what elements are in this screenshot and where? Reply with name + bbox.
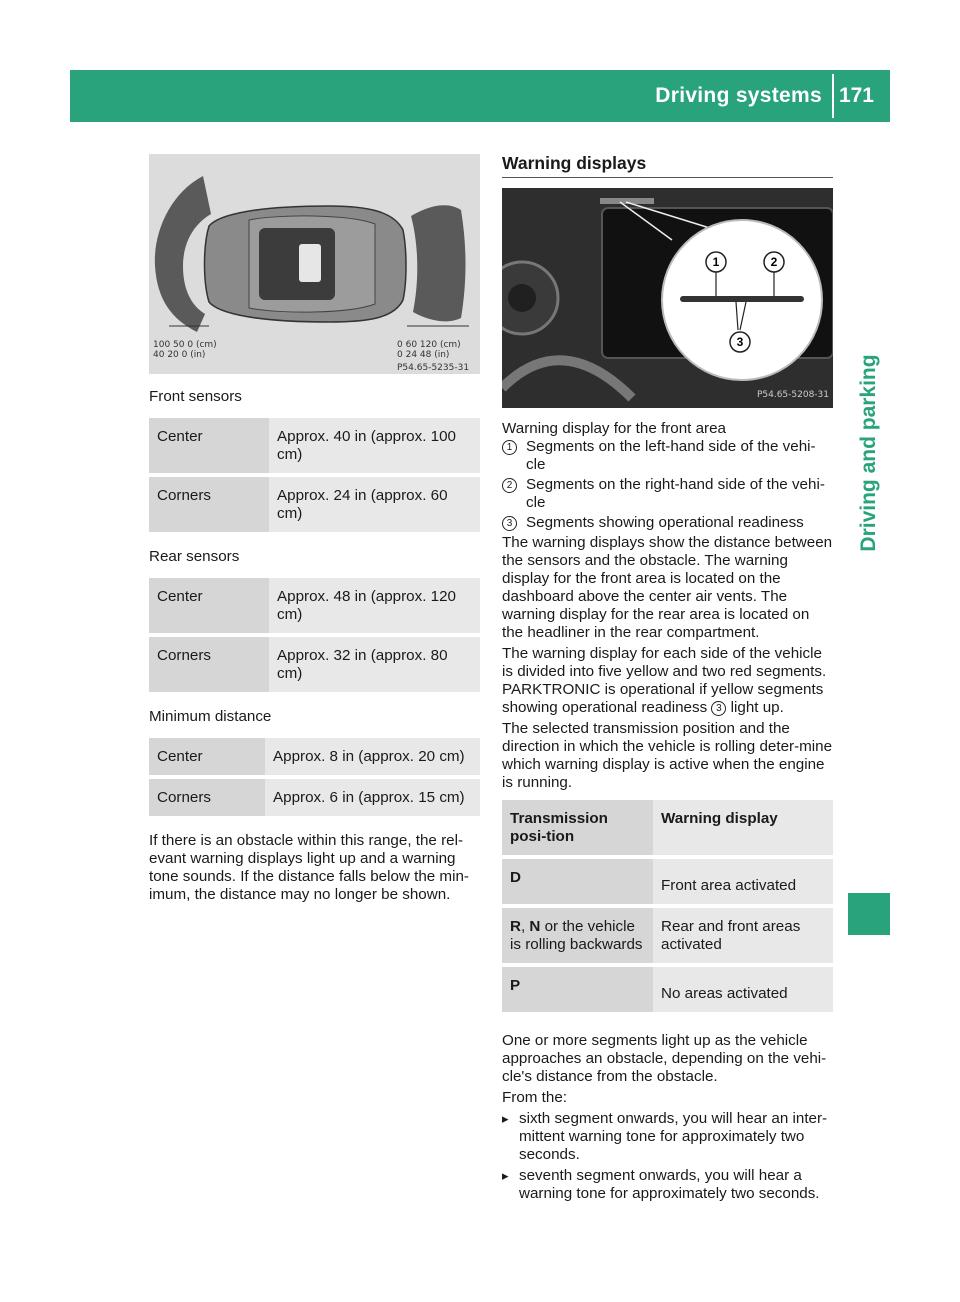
callout-1: 1	[712, 255, 720, 269]
table-row	[149, 475, 480, 532]
side-label-text: Driving and parking	[857, 354, 880, 552]
row-value: Approx. 40 in (approx. 100 cm)	[269, 418, 480, 475]
table-row	[149, 738, 480, 777]
section-title: Driving systems	[655, 84, 822, 107]
page-header	[70, 70, 890, 122]
header-warning-display: Warning display	[653, 800, 833, 857]
segments-paragraph	[502, 645, 833, 717]
bullet-item: ▸ sixth segment onwards, you will hear an inter-mittent warning tone for approximately two seconds.	[502, 1110, 833, 1164]
legend-text: Segments on the left-hand side of the vehi-cle	[526, 438, 816, 473]
scale-right-in: 0 24 48 (in)	[397, 350, 450, 360]
legend-number: 3	[502, 516, 517, 531]
row-status: Front area activated	[653, 857, 833, 906]
segments-text-before: The warning display for each side of the vehicle is divided into five yellow and two red segments. PARKTRONIC is operational if yellow segments showing operational readiness	[502, 645, 827, 716]
transmission-table	[502, 800, 833, 1012]
row-status: Rear and front areas activated	[653, 906, 833, 965]
front-sensors-table	[149, 418, 480, 532]
side-tab-marker	[848, 893, 890, 935]
position-n: N	[529, 918, 541, 935]
rear-sensors-caption: Rear sensors	[149, 548, 240, 565]
side-section-label	[848, 133, 890, 893]
warning-displays-heading: Warning displays	[502, 154, 833, 178]
row-position	[502, 906, 653, 965]
table-row	[502, 906, 833, 965]
rear-sensors-table	[149, 578, 480, 692]
table-row	[149, 578, 480, 635]
table-row	[502, 857, 833, 906]
callout-3: 3	[736, 335, 744, 349]
legend-item	[502, 438, 833, 474]
row-label: Center	[149, 738, 265, 777]
figure-code: P54.65-5235-31	[397, 363, 470, 373]
row-value: Approx. 6 in (approx. 15 cm)	[265, 777, 480, 816]
table-row	[149, 777, 480, 816]
callout-2: 2	[770, 255, 778, 269]
transmission-paragraph: The selected transmission position and the direction in which the vehicle is rolling deter-mine which warning display is active when the engine is running.	[502, 720, 833, 791]
segments-text-after: light up.	[730, 699, 784, 716]
legend-text: Segments on the right-hand side of the vehi-cle	[526, 476, 825, 511]
legend-item	[502, 514, 833, 532]
row-label: Corners	[149, 475, 269, 532]
position-rest: or the vehicle is rolling backwards	[510, 918, 643, 953]
position-sep: ,	[520, 918, 530, 935]
sensor-range-figure	[149, 154, 480, 374]
row-label: Center	[149, 418, 269, 475]
warning-display-figure	[502, 188, 833, 408]
row-value: Approx. 48 in (approx. 120 cm)	[269, 578, 480, 635]
row-label: Corners	[149, 777, 265, 816]
inline-callout-3: 3	[711, 701, 726, 716]
page-number: 171	[838, 84, 874, 107]
figure-caption: Warning display for the front area	[502, 420, 726, 437]
scale-left-cm: 100 50 0 (cm)	[153, 340, 217, 350]
row-value: Approx. 24 in (approx. 60 cm)	[269, 475, 480, 532]
table-row	[149, 418, 480, 475]
figure-code: P54.65-5208-31	[756, 390, 829, 400]
row-position: P	[502, 965, 653, 1012]
legend-text: Segments showing operational readiness	[526, 514, 804, 531]
table-row	[502, 965, 833, 1012]
header-divider	[832, 74, 834, 118]
distance-paragraph: The warning displays show the distance between the sensors and the obstacle. The warning display for the front area is located on the dashboard above the center air vents. The warning display for the rear area is located on the headliner in the rear compartment.	[502, 534, 833, 641]
table-row	[149, 635, 480, 692]
dashboard-illustration	[502, 188, 833, 408]
minimum-distance-table	[149, 738, 480, 816]
header-transmission: Transmission posi-tion	[502, 800, 653, 857]
left-column	[149, 154, 480, 907]
row-value: Approx. 8 in (approx. 20 cm)	[265, 738, 480, 777]
row-status: No areas activated	[653, 965, 833, 1012]
table-header-row	[502, 800, 833, 857]
row-position: D	[502, 857, 653, 906]
scale-left-in: 40 20 0 (in)	[153, 350, 206, 360]
legend-number: 2	[502, 478, 517, 493]
row-label: Center	[149, 578, 269, 635]
right-column	[502, 154, 833, 1206]
position-r: R	[510, 918, 521, 935]
legend-number: 1	[502, 440, 517, 455]
minimum-distance-caption: Minimum distance	[149, 708, 272, 725]
obstacle-paragraph: If there is an obstacle within this range, the rel-evant warning displays light up and a warning tone sounds. If the distance falls below the min-imum, the distance may no longer be shown.	[149, 832, 469, 903]
row-value: Approx. 32 in (approx. 80 cm)	[269, 635, 480, 692]
scale-right-cm: 0 60 120 (cm)	[397, 340, 461, 350]
segments-approach-paragraph: One or more segments light up as the vehicle approaches an obstacle, depending on the vehi-cle's distance from the obstacle.	[502, 1032, 827, 1085]
legend-item	[502, 476, 833, 512]
row-label: Corners	[149, 635, 269, 692]
from-the-label: From the:	[502, 1089, 567, 1106]
front-sensors-caption: Front sensors	[149, 388, 242, 405]
bullet-item: ▸ seventh segment onwards, you will hear a warning tone for approximately two seconds.	[502, 1167, 833, 1203]
